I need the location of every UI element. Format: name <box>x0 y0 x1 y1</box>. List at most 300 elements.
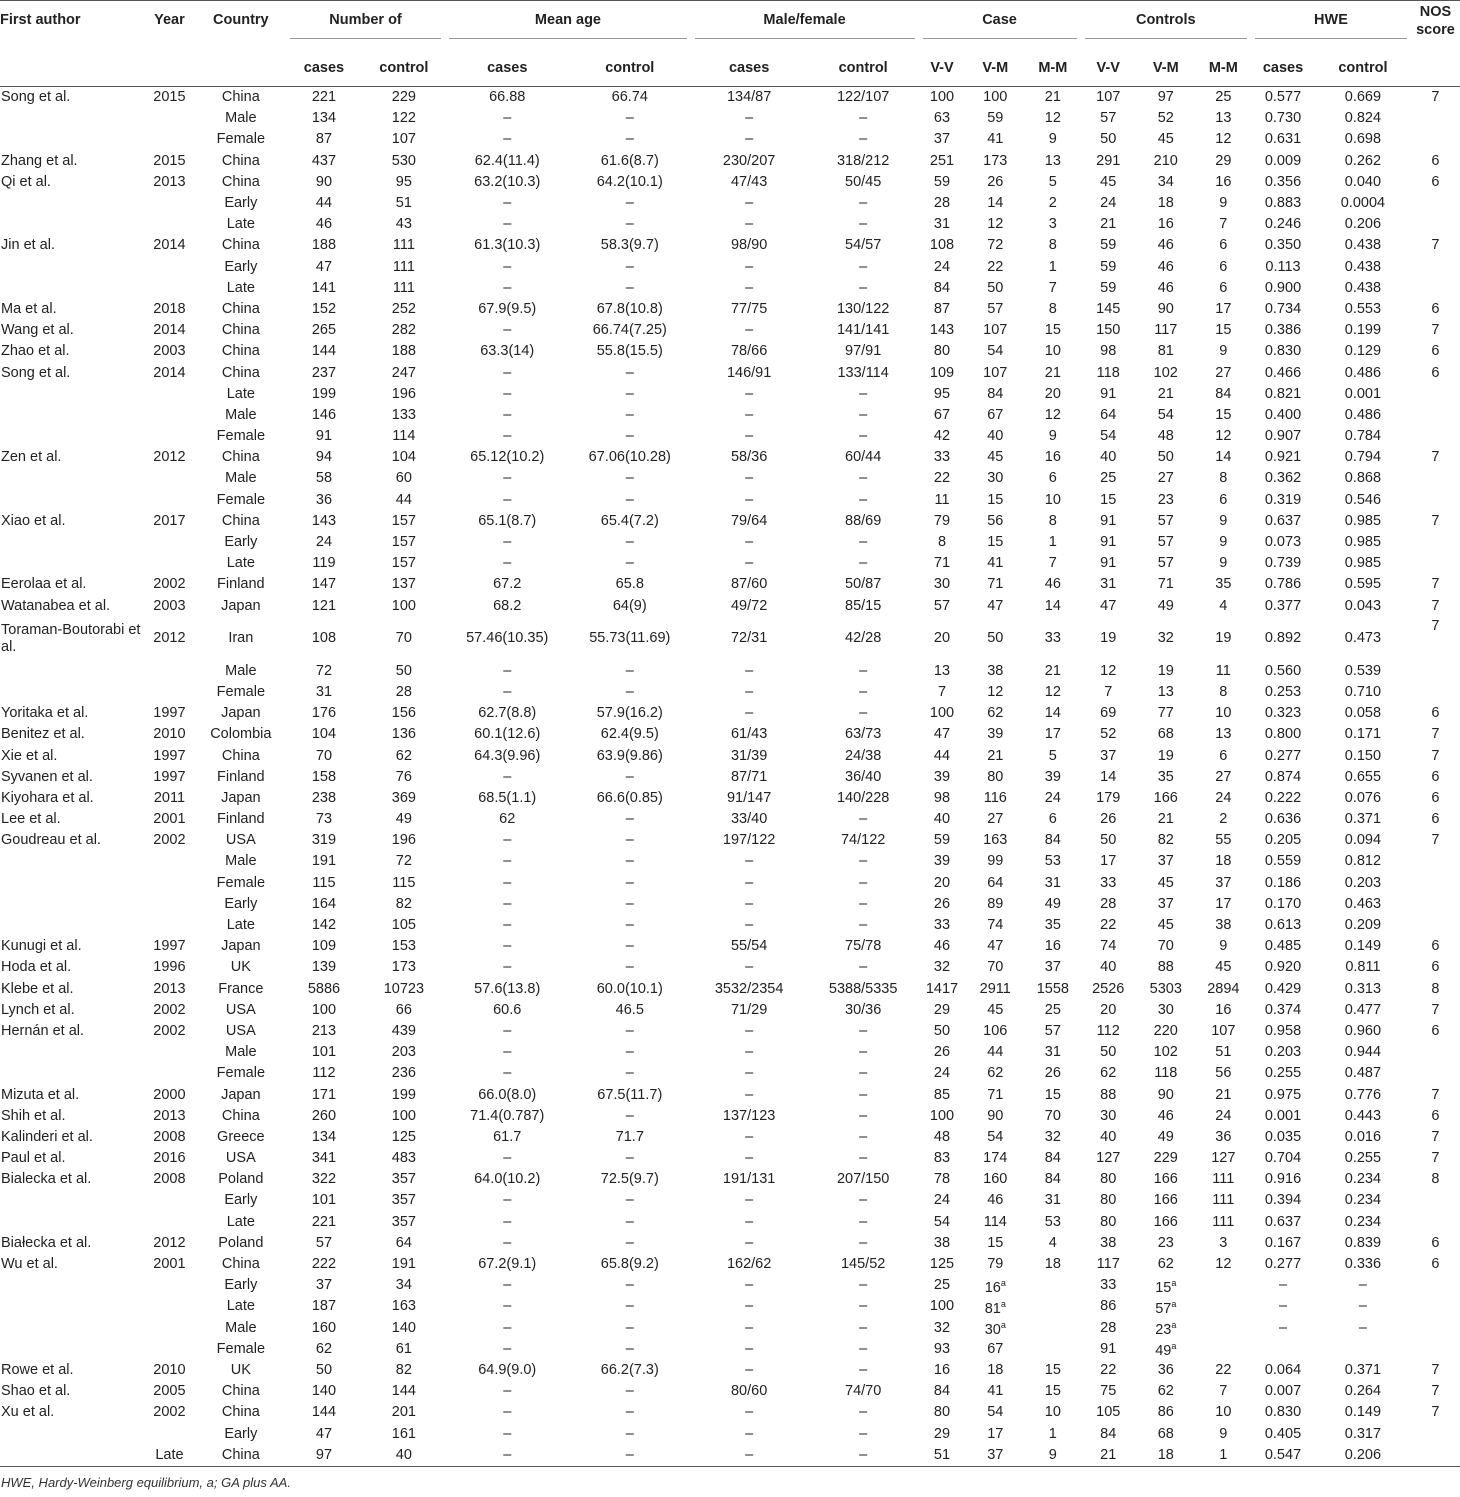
table-cell: 0.916 <box>1264 1171 1302 1188</box>
table-cell: 134 <box>311 110 337 127</box>
table-cell: 90 <box>315 173 333 190</box>
table-cell: 29 <box>933 1425 951 1442</box>
table-cell: 108 <box>311 630 337 647</box>
table-cell <box>143 553 196 574</box>
table-cell: 22 <box>1100 917 1117 934</box>
table-cell: 140 <box>391 1319 416 1336</box>
table-cell: 6 <box>1431 789 1440 806</box>
subheader-vm: V-M <box>1136 50 1196 87</box>
table-row <box>0 299 1460 320</box>
table-cell: – <box>625 938 634 955</box>
table-cell: 12 <box>1215 428 1232 445</box>
table-cell: – <box>859 491 868 508</box>
table-cell: 76 <box>395 768 412 785</box>
table-cell: Zhang et al. <box>1 152 78 169</box>
table-cell: 100 <box>929 705 955 722</box>
table-cell: 61 <box>395 1340 412 1357</box>
table-cell: 108 <box>929 237 955 254</box>
table-cell: 51 <box>1215 1044 1232 1061</box>
table-cell: – <box>503 874 512 891</box>
table-cell: – <box>1358 1277 1367 1294</box>
table-cell: 10723 <box>383 980 425 997</box>
table-cell: 62 <box>987 705 1004 722</box>
table-row <box>0 214 1460 235</box>
table-row <box>0 682 1460 703</box>
table-cell: 7 <box>1431 322 1440 339</box>
table-cell: 0.386 <box>1264 322 1302 339</box>
table-cell: 0.350 <box>1264 237 1302 254</box>
table-cell: 173 <box>391 959 416 976</box>
table-row <box>0 1042 1460 1063</box>
table-cell: 140 <box>311 1383 337 1400</box>
table-cell: 84 <box>1044 1150 1061 1167</box>
table-cell: Late <box>226 216 255 233</box>
table-cell: – <box>745 216 754 233</box>
table-row <box>0 1445 1460 1467</box>
table-cell: 6 <box>1219 747 1228 764</box>
table-cell: 74 <box>987 917 1004 934</box>
table-cell: – <box>745 385 754 402</box>
table-cell: 55.73(11.69) <box>589 630 671 647</box>
table-cell: Bialecka et al. <box>1 1171 92 1188</box>
table-cell: 5886 <box>307 980 341 997</box>
table-row <box>0 1339 1460 1360</box>
table-cell: 22 <box>1215 1361 1232 1378</box>
table-cell: – <box>625 917 634 934</box>
table-cell: 11 <box>934 491 950 508</box>
table-cell: – <box>859 1213 868 1230</box>
table-cell: 2012 <box>153 630 186 647</box>
table-cell: 100 <box>391 1107 416 1124</box>
table-cell: 439 <box>391 1022 416 1039</box>
table-row <box>0 1296 1460 1317</box>
table-cell: 51 <box>919 1445 966 1467</box>
table-cell: 17 <box>1100 853 1117 870</box>
table-cell: 37 <box>965 1445 1025 1467</box>
table-cell: 55.8(15.5) <box>596 343 663 360</box>
table-cell: 41 <box>987 555 1004 572</box>
table-cell: 21 <box>1157 385 1174 402</box>
table-cell: Rowe et al. <box>1 1361 74 1378</box>
table-row <box>0 703 1460 724</box>
table-cell: 82 <box>395 1361 412 1378</box>
table-cell: China <box>221 449 260 466</box>
table-cell: 0.001 <box>1264 1107 1302 1124</box>
table-cell: 63.2(10.3) <box>474 173 541 190</box>
table-cell <box>1196 1275 1251 1296</box>
table-cell: 40 <box>1100 1128 1117 1145</box>
table-cell: 26 <box>987 173 1004 190</box>
table-cell: 65.8 <box>615 576 644 593</box>
table-cell: 13 <box>933 662 951 679</box>
table-cell: 27 <box>1215 364 1232 381</box>
table-cell: Late <box>226 555 255 572</box>
table-cell: – <box>503 279 512 296</box>
table-cell: 1997 <box>153 705 186 722</box>
table-row <box>0 1423 1460 1444</box>
table-cell: 80 <box>1100 1192 1117 1209</box>
table-cell: – <box>745 110 754 127</box>
table-cell: 95 <box>395 173 412 190</box>
table-cell: 46 <box>987 1192 1004 1209</box>
table-cell: 0.734 <box>1264 300 1302 317</box>
table-cell: 530 <box>391 152 416 169</box>
table-cell: 63 <box>933 110 951 127</box>
table-cell: 97 <box>1157 89 1174 106</box>
table-cell: 163 <box>983 832 1008 849</box>
table-cell: 0.113 <box>1265 258 1301 275</box>
table-cell: – <box>859 195 868 212</box>
table-cell: Hoda et al. <box>1 959 72 976</box>
table-cell: – <box>745 491 754 508</box>
table-cell: 57.9(16.2) <box>596 705 663 722</box>
table-cell <box>0 1445 143 1467</box>
table-cell: 98/90 <box>730 237 768 254</box>
table-cell: 67.9(9.5) <box>478 300 537 317</box>
table-cell: 55/54 <box>730 938 768 955</box>
table-cell <box>1411 851 1460 872</box>
table-cell: 67.8(10.8) <box>596 300 663 317</box>
table-cell: – <box>859 811 868 828</box>
table-cell: – <box>859 1277 868 1294</box>
table-cell: 85/15 <box>845 597 882 614</box>
table-cell <box>1411 553 1460 574</box>
table-cell: 26 <box>933 1044 951 1061</box>
table-cell: 196 <box>391 832 416 849</box>
table-cell: Female <box>216 874 266 891</box>
table-row <box>0 1063 1460 1084</box>
table-cell: 41 <box>987 131 1004 148</box>
table-cell: Early <box>224 895 258 912</box>
table-cell: 7 <box>1431 747 1440 764</box>
table-cell: Female <box>216 1065 266 1082</box>
table-cell: 80 <box>1100 1213 1117 1230</box>
table-cell: 147 <box>311 576 337 593</box>
table-cell: 0.234 <box>1344 1171 1382 1188</box>
table-cell: 75 <box>1100 1383 1117 1400</box>
table-cell: 30 <box>1100 1107 1117 1124</box>
table-cell: Paul et al. <box>1 1150 66 1167</box>
table-cell: – <box>745 853 754 870</box>
table-cell <box>1025 1275 1080 1296</box>
table-cell <box>0 108 143 129</box>
table-cell: 71/29 <box>730 1001 768 1018</box>
table-cell: China <box>221 173 260 190</box>
table-cell <box>1411 1445 1460 1467</box>
table-cell: 46 <box>1157 258 1174 275</box>
table-cell: 0.485 <box>1264 938 1302 955</box>
table-cell: 0.043 <box>1344 597 1382 614</box>
table-cell: 49 <box>395 811 412 828</box>
table-cell: – <box>625 258 634 275</box>
table-cell: 2014 <box>153 364 186 381</box>
table-cell: – <box>625 428 634 445</box>
table-cell <box>143 1339 196 1360</box>
table-cell: 118 <box>1096 364 1120 381</box>
table-cell: 6 <box>1219 258 1228 275</box>
table-cell: 46.5 <box>615 1001 644 1018</box>
table-cell: 157 <box>391 512 416 529</box>
table-cell: 98 <box>1100 343 1117 360</box>
table-cell: – <box>859 279 868 296</box>
table-cell: 100 <box>391 597 416 614</box>
table-cell: 0.255 <box>1264 1065 1302 1082</box>
table-cell: 57 <box>933 597 951 614</box>
table-cell: 20 <box>1100 1001 1117 1018</box>
table-cell: 6 <box>1048 811 1057 828</box>
table-cell: 24 <box>933 1192 951 1209</box>
table-cell: 0.739 <box>1264 555 1302 572</box>
table-cell: 21 <box>1044 89 1061 106</box>
table-cell: 27 <box>1157 470 1174 487</box>
table-cell: 0.868 <box>1344 470 1382 487</box>
table-cell: 35 <box>1044 917 1061 934</box>
table-cell: 57 <box>1157 555 1174 572</box>
table-cell: – <box>625 1340 634 1357</box>
table-cell: 2010 <box>153 726 186 743</box>
table-cell: – <box>503 1044 512 1061</box>
table-cell: 104 <box>391 449 416 466</box>
table-cell: 0.262 <box>1344 152 1382 169</box>
table-cell: 50 <box>1100 131 1117 148</box>
table-cell: 38 <box>1100 1234 1117 1251</box>
table-cell: 6 <box>1431 768 1440 785</box>
table-cell: 87/71 <box>730 768 768 785</box>
table-cell: 0.319 <box>1264 491 1302 508</box>
table-cell: 10 <box>1215 705 1232 722</box>
table-cell: 322 <box>311 1171 337 1188</box>
header-case: Case <box>919 1 1081 51</box>
table-cell: Białecka et al. <box>1 1234 92 1251</box>
table-cell: – <box>859 385 868 402</box>
table-cell: 24 <box>933 1065 951 1082</box>
table-cell <box>1025 1296 1080 1317</box>
table-cell <box>143 873 196 894</box>
table-cell: – <box>859 428 868 445</box>
table-cell: – <box>745 555 754 572</box>
table-cell: 46 <box>315 216 333 233</box>
table-row <box>0 129 1460 150</box>
table-cell: 0.958 <box>1264 1022 1302 1039</box>
table-cell: 74 <box>1100 938 1117 955</box>
table-cell: 20 <box>933 874 951 891</box>
table-cell: Toraman-Boutorabi et al. <box>1 621 141 655</box>
table-cell: 7 <box>1431 512 1440 529</box>
subheader-vv: V-V <box>1081 50 1136 87</box>
table-cell: 63.9(9.86) <box>596 747 663 764</box>
table-cell: 45 <box>987 1001 1004 1018</box>
table-cell: 87 <box>933 300 951 317</box>
table-cell: 87 <box>315 131 333 148</box>
table-cell: 51 <box>395 195 412 212</box>
table-cell: 160 <box>311 1319 337 1336</box>
table-cell: – <box>503 895 512 912</box>
table-cell: – <box>625 1065 634 1082</box>
table-row <box>0 1169 1460 1190</box>
table-cell: 2 <box>1048 195 1057 212</box>
table-cell: 7 <box>1431 576 1440 593</box>
table-cell: 0.150 <box>1344 747 1382 764</box>
table-row <box>0 788 1460 809</box>
table-cell: – <box>625 470 634 487</box>
table-cell: 27 <box>1215 768 1232 785</box>
table-cell: 9 <box>1219 343 1228 360</box>
table-cell: 127 <box>1096 1150 1121 1167</box>
table-cell: 6 <box>1431 1107 1440 1124</box>
table-cell: – <box>503 1298 512 1315</box>
table-row <box>0 936 1460 957</box>
table-cell <box>0 278 143 299</box>
table-cell <box>143 468 196 489</box>
table-cell: 67.2 <box>493 576 522 593</box>
table-cell: 2013 <box>153 173 186 190</box>
footnote: HWE, Hardy-Weinberg equilibrium, a; GA plus AA. <box>1 1474 291 1490</box>
table-cell: – <box>503 1319 512 1336</box>
table-cell: 6 <box>1431 1256 1440 1273</box>
table-cell: 122/107 <box>836 89 890 106</box>
table-cell: 237 <box>311 364 337 381</box>
table-cell: Greece <box>217 1128 265 1145</box>
table-cell: – <box>745 874 754 891</box>
table-cell: 60 <box>395 470 412 487</box>
table-cell: 156 <box>391 705 416 722</box>
table-cell: 0.277 <box>1264 1256 1302 1273</box>
subheader-cases: cases <box>691 50 808 87</box>
table-cell <box>1411 405 1460 426</box>
table-cell: 52 <box>1157 110 1174 127</box>
table-cell: 1 <box>1196 1445 1251 1467</box>
table-cell: 188 <box>391 343 416 360</box>
table-cell <box>0 257 143 278</box>
table-cell <box>143 1063 196 1084</box>
table-cell: – <box>503 1340 512 1357</box>
table-cell: 72.5(9.7) <box>600 1171 659 1188</box>
table-cell: – <box>859 705 868 722</box>
table-row <box>0 1084 1460 1105</box>
table-cell: – <box>859 1086 868 1103</box>
table-cell: 157 <box>391 555 416 572</box>
table-cell: Benitez et al. <box>1 726 85 743</box>
table-cell: 24 <box>1215 789 1232 806</box>
table-cell: 60.6 <box>493 1001 522 1018</box>
table-cell: 19 <box>1215 630 1232 647</box>
table-row <box>0 894 1460 915</box>
table-cell: 71.7 <box>615 1128 644 1145</box>
table-cell: 37 <box>933 131 951 148</box>
table-cell: – <box>503 1213 512 1230</box>
table-cell: 2017 <box>153 512 186 529</box>
table-cell: 64.0(10.2) <box>474 1171 541 1188</box>
table-cell: – <box>503 853 512 870</box>
table-cell: 16 <box>1044 449 1061 466</box>
table-cell: 39 <box>987 726 1004 743</box>
table-cell: 59 <box>1100 258 1117 275</box>
table-cell: 0.058 <box>1344 705 1382 722</box>
table-cell: – <box>503 406 512 423</box>
table-cell: 7 <box>1219 1383 1228 1400</box>
table-cell: 26 <box>1100 811 1117 828</box>
table-cell: China <box>221 1404 260 1421</box>
table-cell: 145/52 <box>840 1256 886 1273</box>
table-cell: 102 <box>1153 364 1178 381</box>
table-cell: 0.637 <box>1264 512 1302 529</box>
subheader-control: control <box>362 50 445 87</box>
table-cell <box>143 257 196 278</box>
table-cell: 0.473 <box>1344 630 1382 647</box>
table-cell <box>0 682 143 703</box>
table-cell: 0.094 <box>1344 832 1382 849</box>
subheader-vv: V-V <box>919 50 966 87</box>
table-cell: Xie et al. <box>1 747 58 764</box>
table-cell: 221 <box>311 89 337 106</box>
table-cell <box>0 532 143 553</box>
table-cell: 34 <box>1157 173 1174 190</box>
table-cell: – <box>745 1361 754 1378</box>
table-cell: 66.88 <box>489 89 526 106</box>
table-cell <box>1411 1423 1460 1444</box>
table-cell: 70 <box>315 747 333 764</box>
table-cell: 19 <box>1100 630 1117 647</box>
table-cell: 2005 <box>153 1383 186 1400</box>
table-cell: 75/78 <box>845 938 882 955</box>
table-cell: 10 <box>1044 343 1061 360</box>
table-cell: 9 <box>1219 512 1228 529</box>
table-cell: – <box>503 385 512 402</box>
table-cell: 44 <box>933 747 951 764</box>
table-row <box>0 426 1460 447</box>
table-cell: 47 <box>315 258 333 275</box>
table-cell: 90 <box>1157 300 1174 317</box>
table-row <box>0 851 1460 872</box>
table-cell: 0.255 <box>1344 1150 1382 1167</box>
table-cell: 45 <box>1157 131 1174 148</box>
table-cell: 12 <box>1215 1256 1232 1273</box>
table-cell: USA <box>225 832 256 849</box>
table-cell: 0.985 <box>1344 512 1382 529</box>
table-cell: 0.149 <box>1344 1404 1382 1421</box>
table-cell: 33 <box>1100 874 1117 891</box>
table-cell: 12 <box>1044 406 1061 423</box>
table-row <box>0 447 1460 468</box>
table-cell: – <box>503 832 512 849</box>
table-cell: 158 <box>311 768 337 785</box>
table-cell: 78/66 <box>730 343 768 360</box>
table-cell: 0.786 <box>1264 576 1302 593</box>
table-cell: Japan <box>221 705 261 722</box>
table-cell: 94 <box>315 449 333 466</box>
table-cell: 173 <box>983 152 1008 169</box>
table-cell: 61.7 <box>493 1128 522 1145</box>
table-cell: 69 <box>1100 705 1117 722</box>
table-cell <box>1411 129 1460 150</box>
table-cell: 66.0(8.0) <box>478 1086 537 1103</box>
table-cell: 201 <box>391 1404 416 1421</box>
table-cell: 31 <box>1044 1044 1061 1061</box>
table-cell: 7 <box>1431 449 1440 466</box>
table-cell: 48 <box>933 1128 951 1145</box>
table-cell: 7 <box>1219 216 1228 233</box>
table-cell: 15 <box>1215 406 1232 423</box>
table-cell: 37 <box>1044 959 1061 976</box>
table-cell <box>1315 1339 1411 1360</box>
header-nos-score: NOS score <box>1416 4 1455 38</box>
table-cell: 65.4(7.2) <box>600 512 659 529</box>
table-cell: 49 <box>1044 895 1061 912</box>
table-cell: 84 <box>1100 1425 1117 1442</box>
table-cell: 8 <box>1219 470 1228 487</box>
table-cell: 5 <box>1048 173 1057 190</box>
table-cell: 2014 <box>153 237 186 254</box>
